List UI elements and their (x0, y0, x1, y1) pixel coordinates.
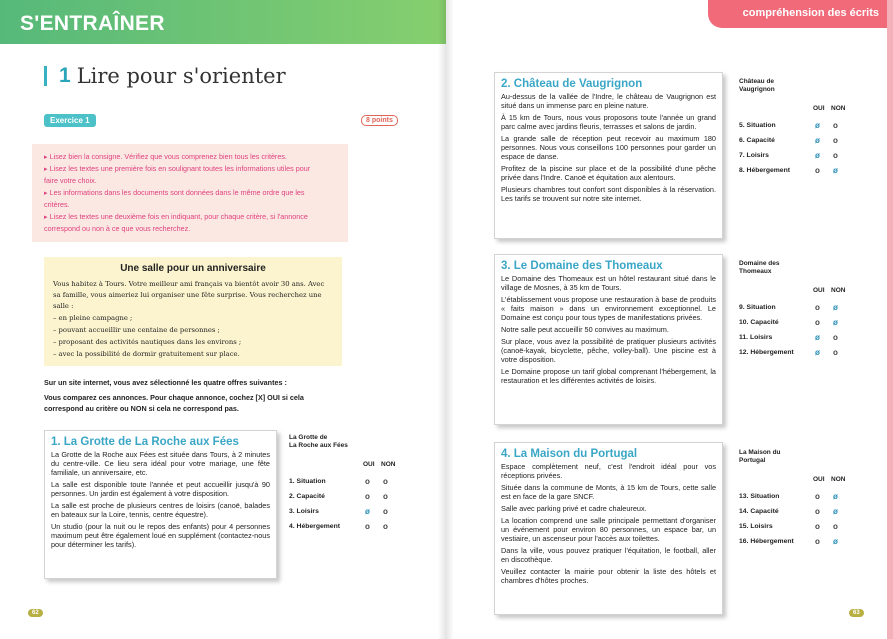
advice-line: ▸ Lisez bien la consigne. Vérifiez que vous comprenez bien tous les critères. (44, 152, 287, 161)
chapter-banner (0, 0, 446, 44)
advice-line: ▸ Lisez les textes une première fois en soulignant toutes les informations utiles pour (44, 164, 311, 173)
oui-column-header: OUI (813, 105, 825, 112)
criteria-label: 13. Situation (739, 493, 780, 500)
ad-paragraph: Profitez de la piscine sur place et de la possibilité d'une pêche privée dans l'Indre. Canoë et équitation aux alentours. (501, 164, 716, 182)
oui-checkbox[interactable]: o (815, 492, 820, 501)
oui-checkbox[interactable]: o (815, 537, 820, 546)
criteria-block-2 (739, 78, 849, 175)
ad-paragraph: La Grotte de la Roche aux Fées est située dans Tours, à 2 minutes du centre-ville. Ce lieu sera idéal pour votre mariage, une fête familiale, un anniversaire, etc. (51, 450, 270, 477)
section-title: Lire pour s'orienter (76, 64, 286, 88)
ad-paragraph: Espace complètement neuf, c'est l'endroit idéal pour vos réceptions privées. (501, 462, 716, 480)
ad-paragraph: Notre salle peut accueillir 50 convives au maximum. (501, 325, 669, 334)
oui-checkbox[interactable]: ø (815, 348, 820, 357)
points-badge: 8 points (361, 115, 398, 126)
criteria-title: La Roche aux Fées (289, 442, 348, 449)
ad-paragraph: Située dans la commune de Monts, à 15 km de Tours, cette salle est en face de la gare SNCF. (501, 483, 716, 501)
oui-checkbox[interactable]: o (365, 492, 370, 501)
ad-card-4 (494, 442, 723, 615)
skill-title: compréhension des écrits (742, 7, 879, 19)
non-checkbox[interactable]: ø (833, 537, 838, 546)
scenario-item: – en pleine campagne ; (53, 314, 133, 322)
criteria-label: 15. Loisirs (739, 523, 773, 530)
non-checkbox[interactable]: ø (833, 318, 838, 327)
non-checkbox[interactable]: o (833, 151, 838, 160)
non-column-header: NON (831, 287, 846, 294)
criteria-label: 2. Capacité (289, 493, 325, 500)
non-checkbox[interactable]: ø (833, 303, 838, 312)
criteria-title: Portugal (739, 457, 766, 464)
left-page (0, 0, 446, 639)
section-bar (44, 66, 47, 86)
ad-title: 2. Château de Vaugrignon (501, 78, 643, 90)
scenario-item: – proposant des activités nautiques dans les environs ; (53, 338, 242, 346)
non-checkbox[interactable]: ø (833, 507, 838, 516)
chapter-title: S'ENTRAÎNER (20, 12, 165, 35)
scenario-box (44, 257, 342, 366)
scenario-title: Une salle pour un anniversaire (120, 263, 266, 274)
scenario-item: – avec la possibilité de dormir gratuitement sur place. (53, 350, 240, 358)
criteria-title: Thomeaux (739, 268, 772, 275)
criteria-block-3 (739, 260, 849, 357)
criteria-label: 9. Situation (739, 304, 776, 311)
criteria-title: La Maison du (739, 449, 781, 456)
oui-checkbox[interactable]: ø (365, 507, 370, 516)
criteria-label: 14. Capacité (739, 508, 779, 515)
criteria-label: 12. Hébergement (739, 349, 794, 356)
non-checkbox[interactable]: o (383, 492, 388, 501)
non-column-header: NON (831, 105, 846, 112)
non-checkbox[interactable]: ø (833, 166, 838, 175)
advice-line: ▸ Les informations dans les documents sont données dans le même ordre que les (44, 188, 305, 197)
advice-line: ▸ Lisez les textes une deuxième fois en indiquant, pour chaque critère, si l'annonce (44, 212, 308, 221)
ad-title: 1. La Grotte de La Roche aux Fées (51, 436, 239, 448)
ad-paragraph: Plusieurs chambres tout confort sont disponibles à la réservation. Les tarifs se trouvent sur notre site internet. (501, 185, 716, 203)
criteria-label: 7. Loisirs (739, 152, 769, 159)
scenario-intro: Vous habitez à Tours. Votre meilleur ami français va bientôt avoir 30 ans. Avec sa famille, vous aimeriez lui organiser une fête surprise. Vous recherchez une salle : (53, 280, 325, 310)
section-heading (44, 64, 286, 88)
book-gutter (438, 0, 454, 639)
criteria-title: Château de (739, 78, 775, 85)
ad-paragraph: Au-dessus de la vallée de l'Indre, le château de Vaugrignon est situé dans un immense parc en pleine nature. (501, 92, 716, 110)
ad-paragraph: Le Domaine des Thomeaux est un hôtel restaurant situé dans le village de Mosnes, à 35 km de Tours. (501, 274, 716, 292)
page-number-right: 63 (849, 609, 864, 617)
oui-checkbox[interactable]: o (815, 318, 820, 327)
criteria-title: La Grotte de (289, 434, 328, 441)
non-checkbox[interactable]: o (383, 522, 388, 531)
oui-checkbox[interactable]: o (815, 522, 820, 531)
criteria-block-1 (289, 434, 399, 531)
criteria-block-4 (739, 449, 849, 546)
criteria-label: 10. Capacité (739, 319, 779, 326)
oui-checkbox[interactable]: o (815, 166, 820, 175)
oui-checkbox[interactable]: ø (815, 136, 820, 145)
criteria-label: 1. Situation (289, 478, 326, 485)
criteria-title: Domaine des (739, 260, 780, 267)
ad-paragraph: La salle est proche de plusieurs centres de loisirs (canoë, balades en bateaux sur la Loire, tennis, centre équestre). (51, 501, 270, 519)
non-checkbox[interactable]: o (383, 507, 388, 516)
criteria-label: 4. Hébergement (289, 523, 340, 530)
oui-column-header: OUI (813, 476, 825, 483)
ad-paragraph: Dans la ville, vous pouvez pratiquer l'équitation, le football, aller en discothèque. (501, 546, 716, 564)
advice-line: critères. (44, 200, 70, 209)
criteria-label: 3. Loisirs (289, 508, 319, 515)
page-edge-strip (887, 0, 893, 639)
oui-column-header: OUI (813, 287, 825, 294)
criteria-label: 5. Situation (739, 122, 776, 129)
oui-checkbox[interactable]: ø (815, 333, 820, 342)
ad-paragraph: Sur place, vous avez la possibilité de pratiquer plusieurs activités (canoë-kayak, bicyclette, pêche, volley-ball). Une piscine est à votre disposition. (501, 337, 716, 364)
advice-box (32, 144, 348, 242)
ad-paragraph: Un studio (pour la nuit ou le repos des enfants) pour 4 personnes maximum peut être également loué en supplément (contactez-nous pour déterminer les tarifs). (51, 522, 270, 549)
ad-paragraph: La salle est disponible toute l'année et peut accueillir jusqu'à 90 personnes. Un jardin est également à votre disposition. (51, 480, 270, 498)
scenario-item: – pouvant accueillir une centaine de personnes ; (53, 326, 220, 334)
non-checkbox[interactable]: o (833, 333, 838, 342)
oui-checkbox[interactable]: o (815, 507, 820, 516)
non-column-header: NON (831, 476, 846, 483)
ad-title: 3. Le Domaine des Thomeaux (501, 260, 663, 272)
non-checkbox[interactable]: o (833, 522, 838, 531)
ad-paragraph: Salle avec parking privé et cadre chaleureux. (501, 504, 647, 513)
non-checkbox[interactable]: o (833, 348, 838, 357)
ad-paragraph: Le Domaine propose un tarif global comprenant l'hébergement, la restauration et les différentes activités de loisirs. (501, 367, 716, 385)
section-number: 1 (59, 64, 71, 87)
ad-paragraph: La location comprend une salle principale permettant d'organiser un événement pour environ 80 personnes, un espace bar, un vestiaire, un ascenseur pour l'accès aux toilettes. (501, 516, 716, 543)
criteria-label: 8. Hébergement (739, 167, 790, 174)
ad-paragraph: La grande salle de réception peut recevoir au maximum 180 personnes. Nous vous conseillons 100 personnes pour garder un espace de danse. (501, 134, 716, 161)
non-checkbox[interactable]: o (833, 136, 838, 145)
oui-checkbox[interactable]: o (365, 522, 370, 531)
advice-line: faire votre choix. (44, 176, 97, 185)
oui-checkbox[interactable]: o (815, 303, 820, 312)
page-number-left: 62 (28, 609, 43, 617)
non-checkbox[interactable]: o (833, 121, 838, 130)
exercise-badge: Exercice 1 (44, 114, 96, 127)
ad-card-2 (494, 72, 723, 239)
instructions-task: Vous comparez ces annonces. Pour chaque annonce, cochez [X] OUI si cela correspond au critère ou NON si cela ne correspond pas. (44, 393, 304, 413)
ad-paragraph: À 15 km de Tours, nous vous proposons toute l'année un grand parc calme avec jardins fleuris, terrasses et salons de jardin. (501, 113, 716, 131)
oui-checkbox[interactable]: ø (815, 151, 820, 160)
advice-line: correspond ou non à ce que vous recherchez. (44, 224, 191, 233)
oui-checkbox[interactable]: ø (815, 121, 820, 130)
ad-paragraph: Veuillez contacter la mairie pour obtenir la liste des hôtels et chambres d'hôtes proches. (501, 567, 716, 585)
criteria-label: 11. Loisirs (739, 334, 773, 341)
oui-column-header: OUI (363, 461, 375, 468)
instructions-intro: Sur un site internet, vous avez sélectionné les quatre offres suivantes : (44, 378, 287, 387)
ad-title: 4. La Maison du Portugal (501, 448, 638, 460)
criteria-label: 6. Capacité (739, 137, 775, 144)
criteria-title: Vaugrignon (739, 86, 775, 93)
non-checkbox[interactable]: ø (833, 492, 838, 501)
non-column-header: NON (381, 461, 396, 468)
ad-card-1 (44, 430, 277, 579)
skill-banner (708, 0, 893, 28)
ad-card-3 (494, 254, 723, 425)
criteria-label: 16. Hébergement (739, 538, 794, 545)
non-checkbox[interactable]: o (383, 477, 388, 486)
oui-checkbox[interactable]: o (365, 477, 370, 486)
ad-paragraph: L'établissement vous propose une restauration à base de produits « faits maison » dans un environnement exceptionnel. Le Domaine est conçu pour tous types de manifestations privées. (501, 295, 716, 322)
